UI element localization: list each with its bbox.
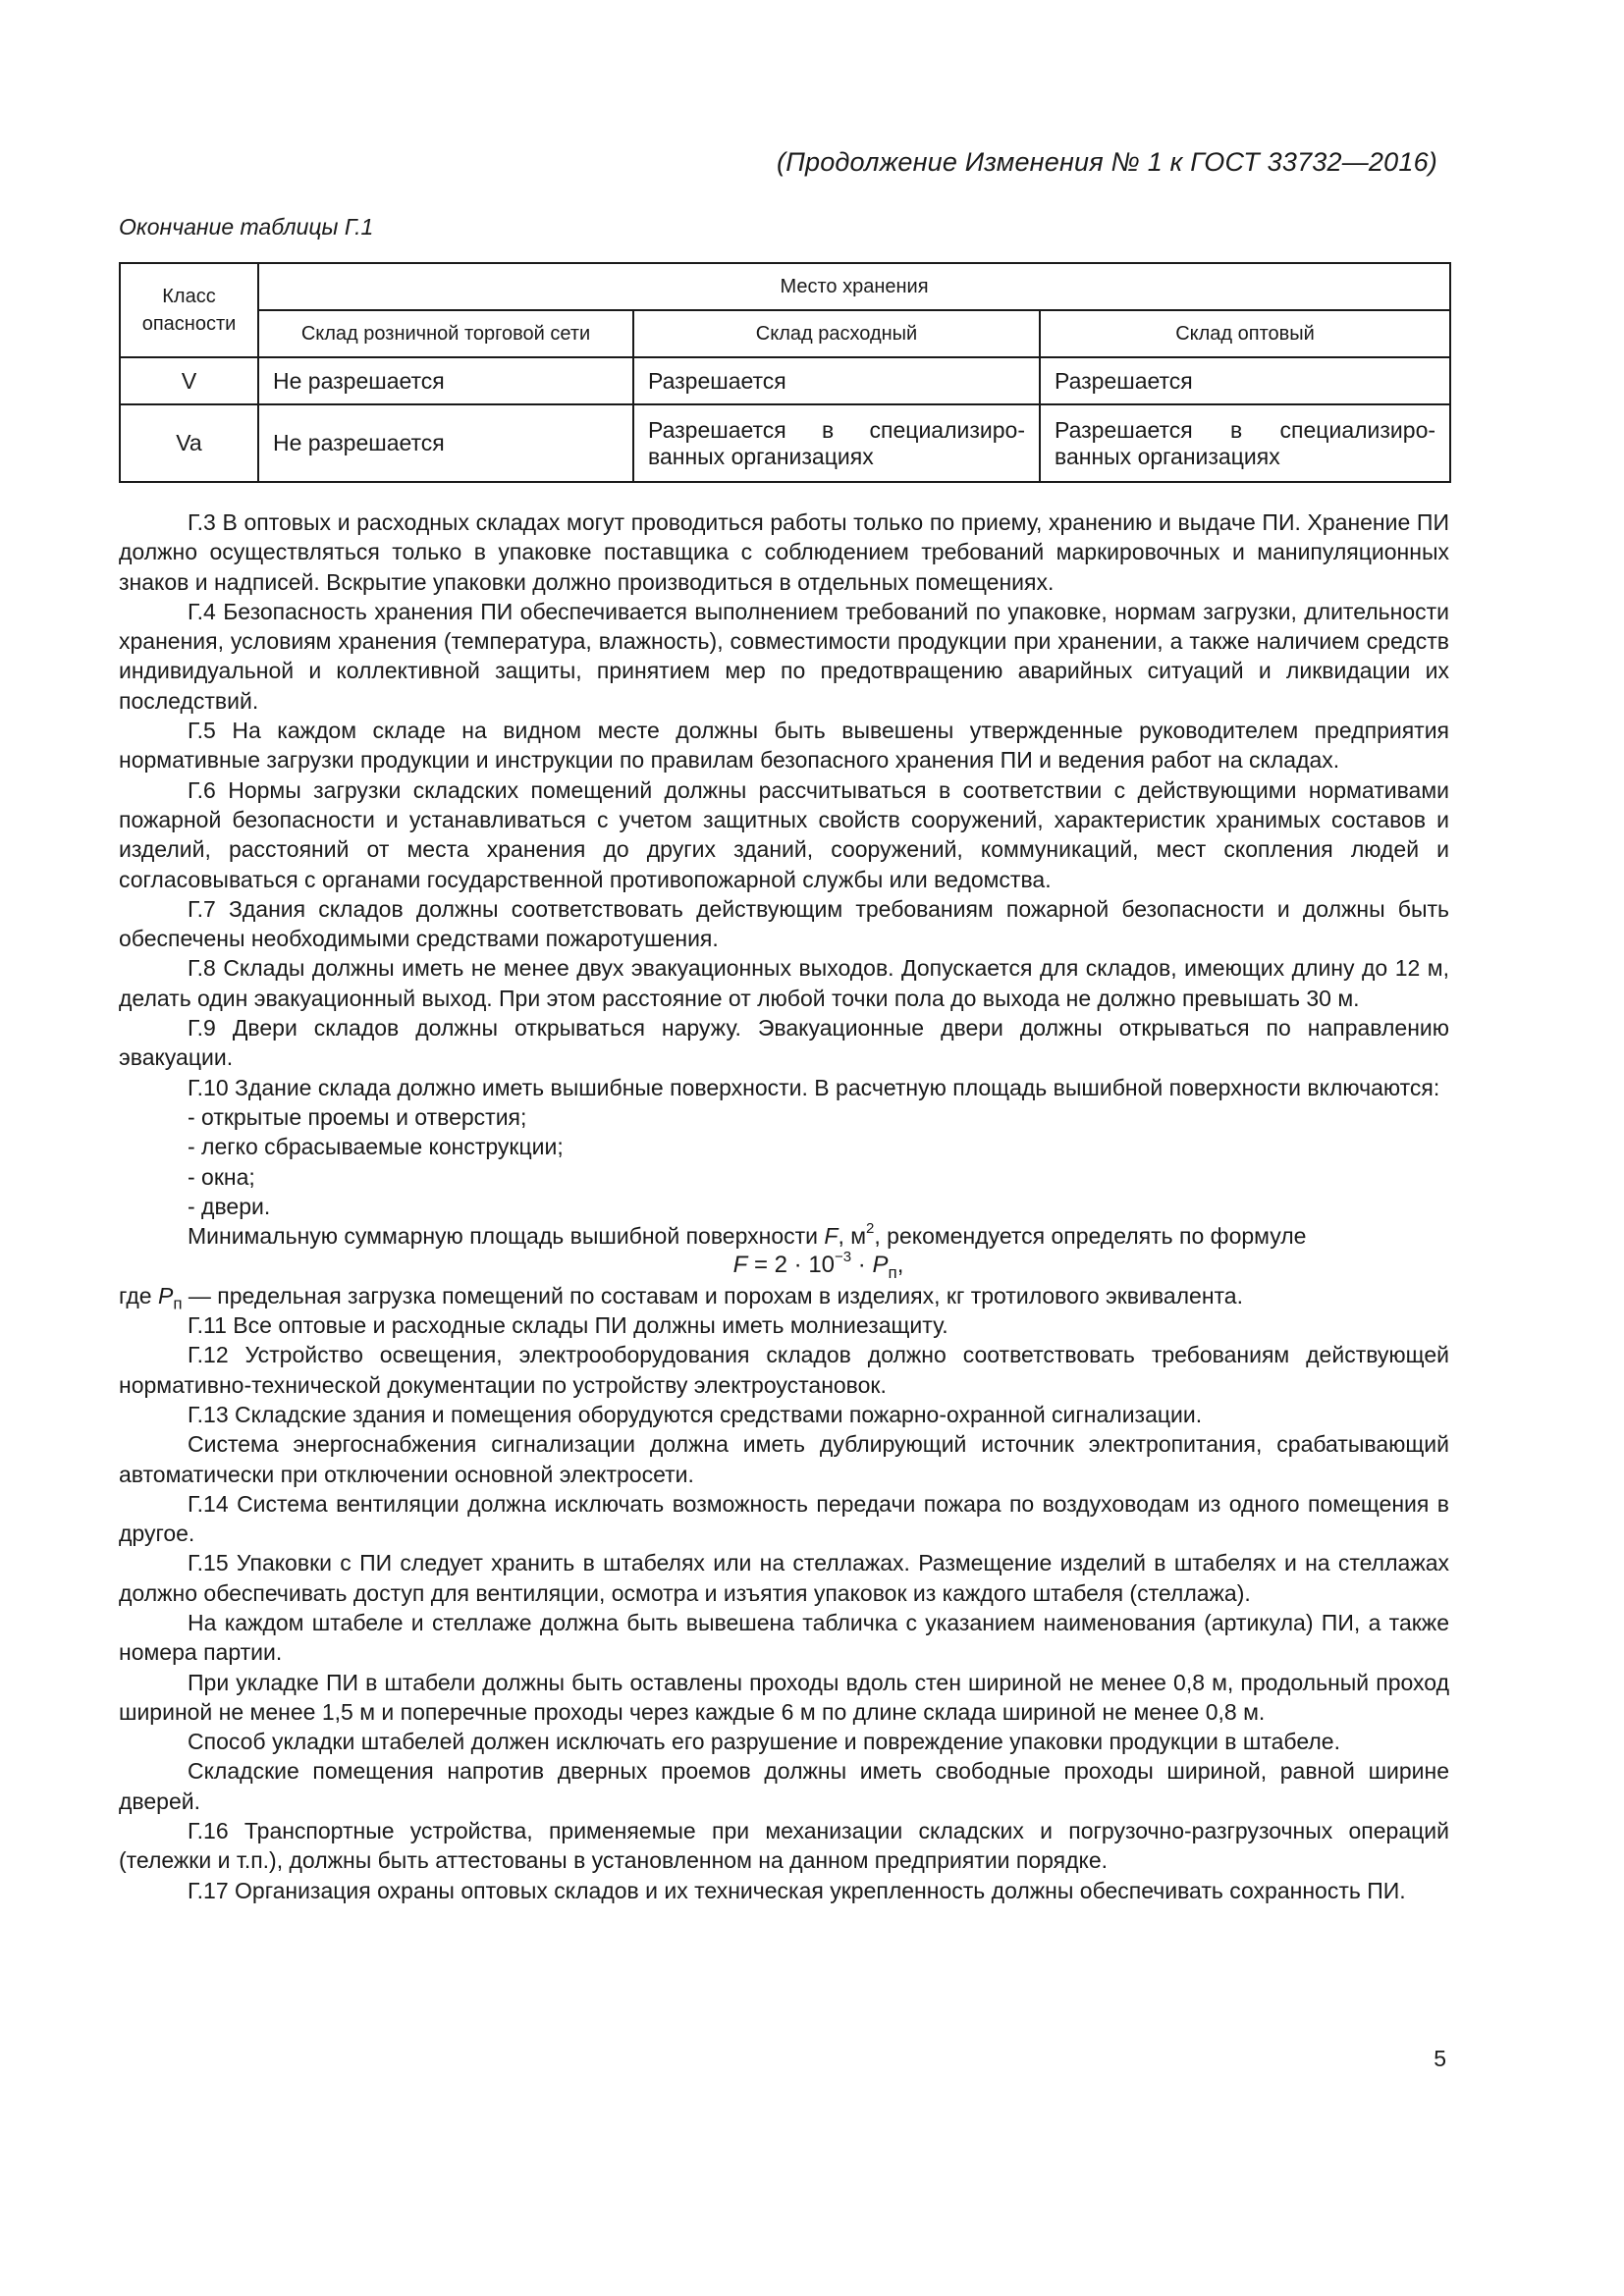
min-area-unit: , м [838,1223,867,1250]
formula-coefficient: = 2 · 10 [747,1252,836,1279]
formula-tail: , [896,1252,904,1279]
header-consumable-warehouse: Склад расходный [633,310,1040,357]
cell-wholesale-line-2: ванных организациях [1055,443,1280,469]
paragraph-g9: Г.9 Двери складов должны открываться наружу. Эвакуационные двери должны открываться по направлению эвакуации. [119,1015,1449,1071]
cell-wholesale-line-1: Разрешается в специализиро- [1055,416,1436,443]
formula [119,1249,1449,1283]
paragraph-g12: Г.12 Устройство освещения, электрооборудования складов должно соответствовать требованиям действующей нормативно-технической документации по устройству электроустановок. [119,1342,1449,1398]
paragraph-where [119,1281,1449,1313]
table-row [120,404,1450,482]
cell-consumable: Разрешается [633,357,1040,404]
hazard-class-table [119,262,1451,483]
formula-subscript: п [888,1263,897,1283]
header-wholesale-warehouse: Склад оптовый [1040,310,1450,357]
paragraph-g6: Г.6 Нормы загрузки складских помещений должны рассчитываться в соответствии с действующими нормативами пожарной безопасности и устанавливаться с учетом защитных свойств сооружений, характеристик хранимых составов и изделий, расстояний от места хранения до других зданий, сооружений, коммуникаций, мест скопления людей и согласовываться с органами государственной противопожарной службы или ведомства. [119,776,1449,892]
header-retail-warehouse: Склад розничной торговой сети [258,310,633,357]
paragraph-g4: Г.4 Безопасность хранения ПИ обеспечивается выполнением требований по упаковке, нормам загрузки, длительности хранения, условиям хранения (температура, влажность), совместимости продукции при хранении, а также наличием средств индивидуальной и коллективной защиты, принятием мер по предотвращению аварийных ситуаций и ликвидации их последствий. [119,598,1449,714]
header-hazard-class [120,263,258,357]
list-item: - двери. [188,1193,271,1219]
paragraph-g3: Г.3 В оптовых и расходных складах могут проводиться работы только по приему, хранению и выдаче ПИ. Хранение ПИ должно осуществляться только в упаковке поставщика с соблюдением требований маркировочных и манипуляционных знаков и надписей. Вскрытие упаковки должно производиться в отдельных помещениях. [119,509,1449,595]
where-text: где [119,1282,158,1308]
table-row [120,357,1450,404]
table-caption: Окончание таблицы Г.1 [119,214,374,240]
formula-variable: P [872,1252,889,1279]
paragraph-g15-doors: Складские помещения напротив дверных проемов должны иметь свободные проходы шириной, равной ширине дверей. [119,1758,1449,1814]
variable-p-subscript: п [173,1294,183,1313]
formula-exponent: −3 [835,1249,852,1266]
paragraph-g15-stacking: Способ укладки штабелей должен исключать его разрушение и повреждение упаковки продукции в штабеле. [188,1729,1340,1755]
min-area-text: Минимальную суммарную площадь вышибной поверхности [188,1223,825,1250]
cell-consumable-line-2: ванных организациях [648,443,874,469]
list-item: - открытые проемы и отверстия; [188,1103,527,1130]
paragraph-g7: Г.7 Здания складов должны соответствовать действующим требованиям пожарной безопасности и должны быть обеспечены необходимыми средствами пожаротушения. [119,895,1449,952]
paragraph-min-area [119,1221,1449,1251]
paragraph-g8: Г.8 Склады должны иметь не менее двух эвакуационных выходов. Допускается для складов, имеющих длину до 12 м, делать один эвакуационный выход. При этом расстояние от любой точки пола до выхода не должно превышать 30 м. [119,955,1449,1011]
formula-dot: · [851,1252,873,1279]
cell-consumable-line-1: Разрешается в специализиро- [648,416,1025,443]
paragraph-g5: Г.5 На каждом складе на видном месте должны быть вывешены утвержденные руководителем предприятия нормативные загрузки продукции и инструкции по правилам безопасного хранения ПИ и ведения работ на складах. [119,718,1449,774]
paragraph-g10: Г.10 Здание склада должно иметь вышибные поверхности. В расчетную площадь вышибной поверхности включаются: [188,1074,1440,1100]
unit-exponent: 2 [866,1220,875,1238]
formula-lhs: F [732,1252,748,1279]
variable-p: P [157,1282,174,1308]
cell-wholesale: Разрешается [1040,357,1450,404]
header-hazard-class-label: Класс опасности [141,286,237,335]
cell-class: Va [120,404,258,482]
document-body [119,507,1449,1905]
continuation-note: (Продолжение Изменения № 1 к ГОСТ 33732—2016) [777,147,1437,177]
cell-retail: Не разрешается [258,357,633,404]
paragraph-g13-power: Система энергоснабжения сигнализации должна иметь дублирующий источник электропитания, срабатывающий автоматически при отключении основной электросети. [119,1431,1449,1487]
paragraph-g11: Г.11 Все оптовые и расходные склады ПИ должны иметь молниезащиту. [188,1312,948,1339]
list-item: - окна; [188,1163,255,1190]
paragraph-g15: Г.15 Упаковки с ПИ следует хранить в штабелях или на стеллажах. Размещение изделий в штабелях и на стеллажах должно обеспечивать доступ для вентиляции, осмотра и изъятия упаковок из каждого штабеля (стеллажа). [119,1550,1449,1606]
paragraph-g15-label: На каждом штабеле и стеллаже должна быть вывешена табличка с указанием наименования (артикула) ПИ, а также номера партии. [119,1609,1449,1666]
variable-f: F [824,1223,839,1250]
cell-class: V [120,357,258,404]
paragraph-g17: Г.17 Организация охраны оптовых складов и их техническая укрепленность должны обеспечивать сохранность ПИ. [188,1877,1406,1903]
paragraph-g14: Г.14 Система вентиляции должна исключать возможность передачи пожара по воздуховодам из одного помещения в другое. [119,1490,1449,1547]
where-text-end: — предельная загрузка помещений по составам и порохам в изделиях, кг тротилового эквивалента. [182,1282,1243,1308]
paragraph-g16: Г.16 Транспортные устройства, применяемые при механизации складских и погрузочно-разгрузочных операций (тележки и т.п.), должны быть аттестованы в установленном на данном предприятии порядке. [119,1818,1449,1874]
paragraph-g13: Г.13 Складские здания и помещения оборудуются средствами пожарно-охранной сигнализации. [188,1401,1203,1427]
min-area-text-end: , рекомендуется определять по формуле [874,1223,1307,1250]
list-item: - легко сбрасываемые конструкции; [188,1134,564,1160]
paragraph-g15-aisles: При укладке ПИ в штабели должны быть оставлены проходы вдоль стен шириной не менее 0,8 м, продольный проход шириной не менее 1,5 м и поперечные проходы через каждые 6 м по длине склада шириной не менее 0,8 м. [119,1669,1449,1725]
header-storage-place: Место хранения [258,263,1450,310]
cell-wholesale [1040,404,1450,482]
page-number: 5 [1434,2046,1446,2071]
cell-consumable [633,404,1040,482]
cell-retail: Не разрешается [258,404,633,482]
